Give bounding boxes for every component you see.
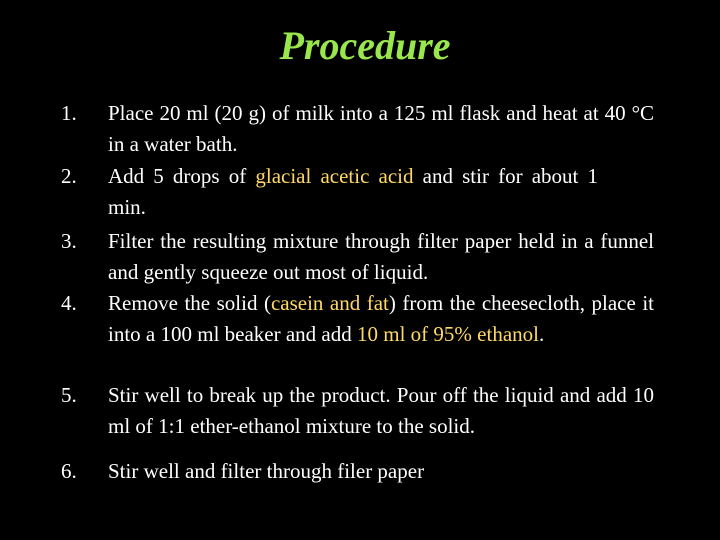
highlighted-term: casein and fat [270, 291, 389, 315]
step-number: 2. [61, 164, 77, 188]
step-text-segment: Add 5 drops of [108, 164, 256, 188]
step-number: 3. [61, 229, 77, 253]
highlighted-term: 10 ml of 95% ethanol [357, 322, 539, 346]
step-text [108, 161, 598, 223]
step-text-segment: Stir well to break up the product. Pour off the liquid and add 10 ml of 1:1 ether-ethanol mixture to the solid. [108, 383, 654, 438]
step-text-segment: Stir well and filter through filer paper [108, 459, 425, 483]
step-text [108, 226, 654, 288]
step-text [108, 456, 654, 487]
step-text-segment: Filter the resulting mixture through filter paper held in a funnel and gently squeeze out most of liquid. [108, 229, 654, 284]
step-text-segment: . [538, 322, 545, 346]
step-text [108, 98, 654, 160]
step-text [108, 380, 654, 442]
step-text-segment: ) from the cheesecloth, place it into a 100 ml beaker and add [108, 291, 654, 346]
step-text-segment: Place 20 ml (20 g) of milk into a 125 ml flask and heat at 40 °C in a water bath. [108, 101, 654, 156]
page-title: Procedure [279, 23, 451, 68]
step-number: 6. [61, 459, 77, 483]
step-number: 1. [61, 101, 77, 125]
step-text [108, 288, 654, 350]
highlighted-term: glacial acetic acid [255, 164, 414, 188]
step-number: 5. [61, 383, 77, 407]
step-text-segment: Remove the solid ( [108, 291, 271, 315]
step-text-segment: and stir for about 1 min. [108, 164, 598, 219]
step-number: 4. [61, 291, 77, 315]
